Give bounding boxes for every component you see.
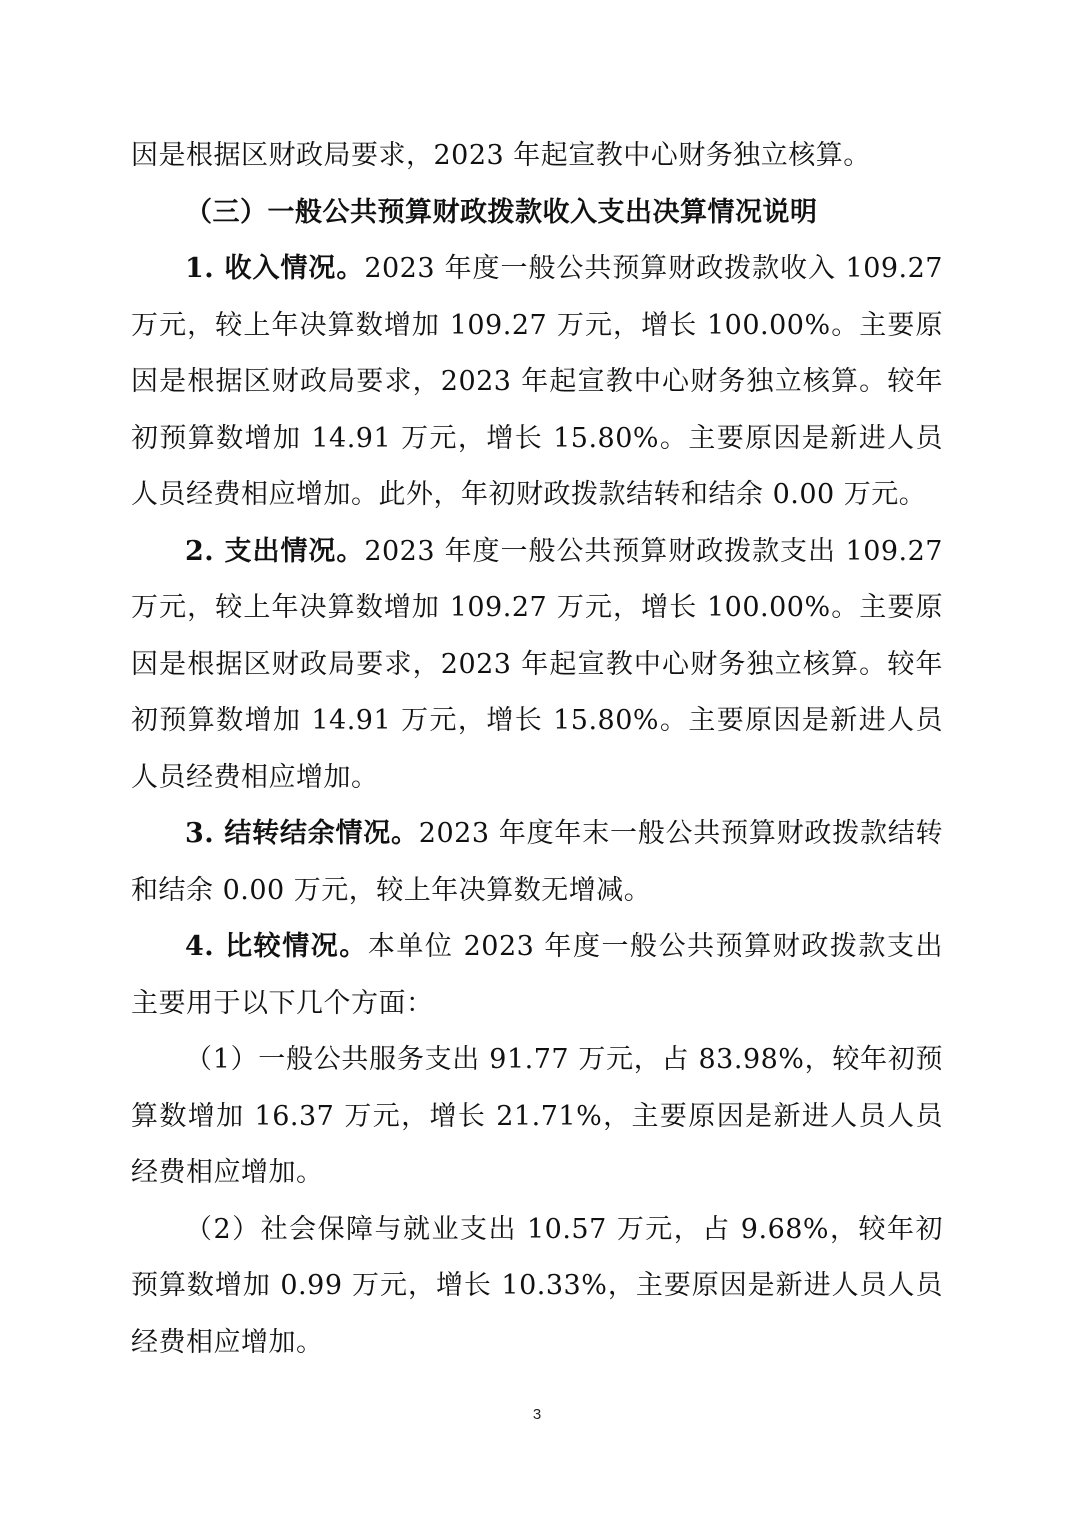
paragraph-lead: 3. 结转结余情况。 <box>185 818 419 849</box>
paragraph-lead: 2. 支出情况。 <box>185 535 365 567</box>
page-number: 3 <box>532 1406 542 1423</box>
paragraph-income <box>131 241 943 524</box>
paragraph-continuation <box>131 128 943 185</box>
paragraph-text: 2023 年度一般公共预算财政拨款支出 109.27 万元，较上年决算数增加 109.27 万元，增长 100.00%。主要原因是根据区财政局要求，2023 年起宣教中心财务独立核算。较年初预算数增加 14.91 万元，增长 15.80%。主要原因是新进人员人员经费相应增加。 <box>131 535 943 793</box>
paragraph-text: 本单位 2023 年度一般公共预算财政拨款支出主要用于以下几个方面： <box>131 931 943 1019</box>
paragraph-lead: 1. 收入情况。 <box>185 253 365 284</box>
paragraph-text: （1）一般公共服务支出 91.77 万元，占 83.98%，较年初预算数增加 16.37 万元，增长 21.71%，主要原因是新进人员人员经费相应增加。 <box>131 1044 943 1188</box>
body-text <box>131 128 943 1371</box>
paragraph-item-2 <box>131 1202 943 1372</box>
paragraph-expenditure <box>131 524 943 807</box>
paragraph-item-1 <box>131 1032 943 1202</box>
paragraph-text: 2023 年度年末一般公共预算财政拨款结转和结余 0.00 万元，较上年决算数无增减。 <box>131 818 943 906</box>
paragraph-text: 2023 年度一般公共预算财政拨款收入 109.27 万元，较上年决算数增加 109.27 万元，增长 100.00%。主要原因是根据区财政局要求，2023 年起宣教中心财务独立核算。较年初预算数增加 14.91 万元，增长 15.80%。主要原因是新进人员人员经费相应增加。此外，年初财政拨款结转和结余 0.00 万元。 <box>131 253 943 510</box>
paragraph-carryover <box>131 806 943 919</box>
paragraph-comparison <box>131 919 943 1032</box>
paragraph-lead: 4. 比较情况。 <box>185 931 368 962</box>
section-heading: （三）一般公共预算财政拨款收入支出决算情况说明 <box>185 196 818 228</box>
paragraph-text: （2）社会保障与就业支出 10.57 万元，占 9.68%，较年初预算数增加 0.99 万元，增长 10.33%，主要原因是新进人员人员经费相应增加。 <box>131 1213 943 1358</box>
paragraph-text: 因是根据区财政局要求，2023 年起宣教中心财务独立核算。 <box>131 140 871 171</box>
